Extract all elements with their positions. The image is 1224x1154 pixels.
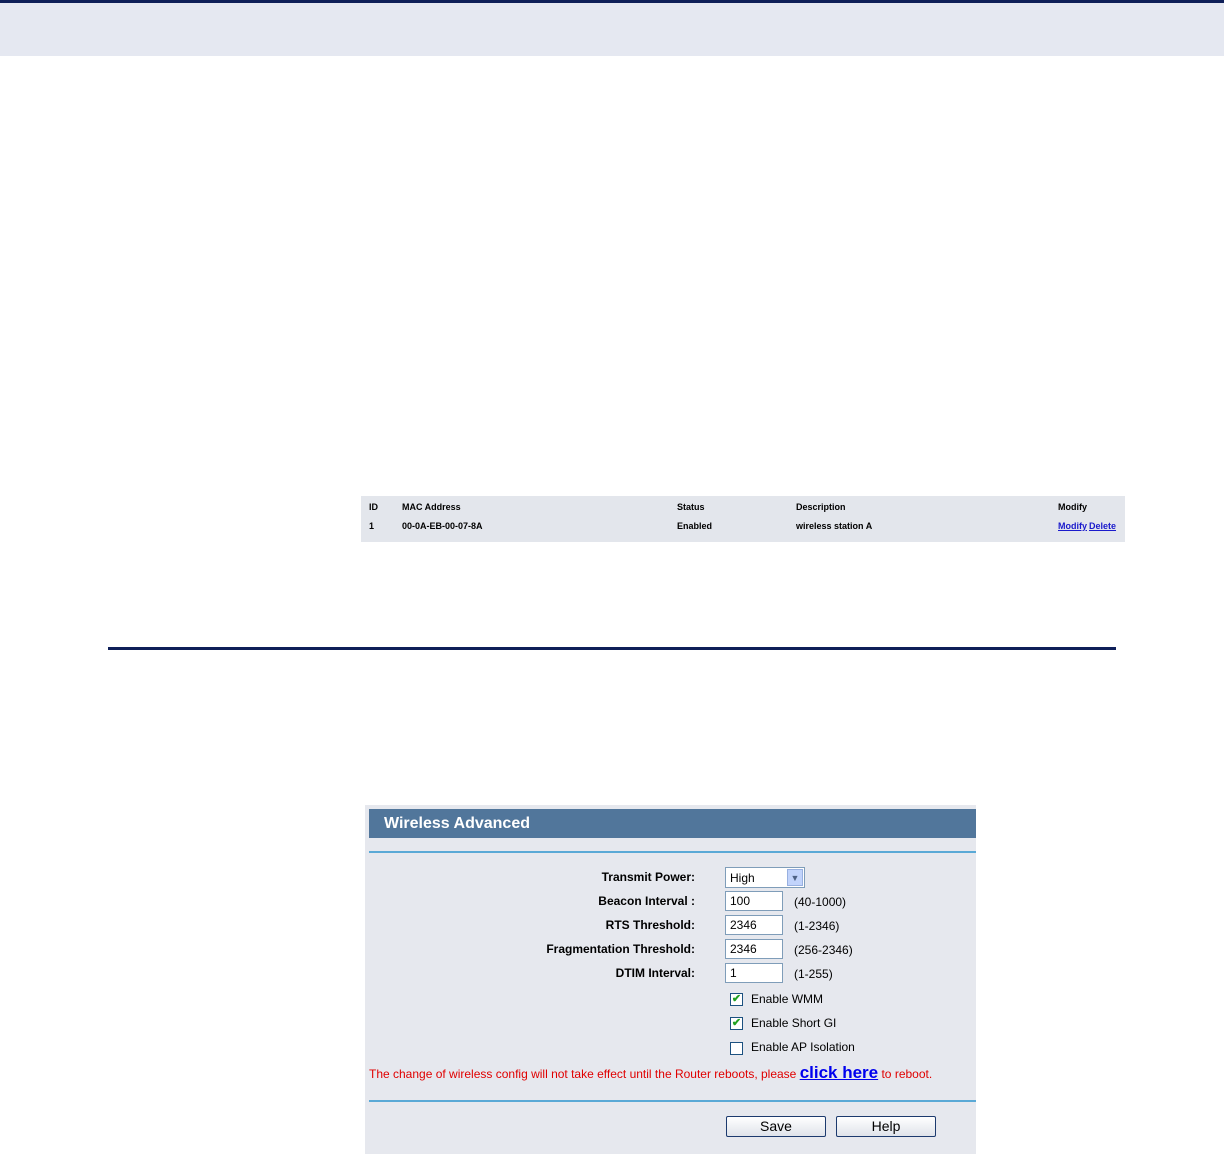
section-divider: [108, 647, 1116, 650]
column-header-modify: Modify: [1058, 502, 1087, 512]
beacon-interval-input[interactable]: [725, 891, 783, 911]
bottom-separator: [369, 1100, 976, 1102]
enable-wmm-label: Enable WMM: [751, 992, 824, 1006]
row-description: wireless station A: [796, 521, 873, 531]
rts-threshold-input[interactable]: [725, 915, 783, 935]
dtim-interval-label: DTIM Interval:: [615, 966, 695, 980]
column-header-description: Description: [796, 502, 846, 512]
row-mac-address: 00-0A-EB-00-07-8A: [402, 521, 483, 531]
chevron-down-icon[interactable]: ▼: [787, 869, 803, 886]
row-status: Enabled: [677, 521, 713, 531]
enable-ap-isolation-checkbox[interactable]: [730, 1042, 743, 1055]
fragmentation-threshold-range: (256-2346): [794, 943, 853, 957]
delete-link[interactable]: Delete: [1089, 521, 1117, 531]
rts-threshold-range: (1-2346): [794, 919, 840, 933]
reboot-notice: [369, 1063, 932, 1083]
enable-ap-isolation-label: Enable AP Isolation: [751, 1040, 855, 1054]
beacon-interval-range: (40-1000): [794, 895, 847, 909]
fragmentation-threshold-label: Fragmentation Threshold:: [546, 942, 695, 956]
mac-filter-table: [361, 496, 1125, 542]
row-id: 1: [369, 521, 375, 531]
wireless-advanced-panel: [365, 805, 976, 1154]
help-button[interactable]: Help: [836, 1116, 936, 1137]
click-here-link[interactable]: click here: [799, 1063, 879, 1082]
column-header-mac: MAC Address: [402, 502, 461, 512]
column-header-status: Status: [677, 502, 705, 512]
reboot-notice-text: The change of wireless config will not take effect until the Router reboots, please: [369, 1067, 800, 1081]
transmit-power-select[interactable]: [725, 867, 805, 888]
beacon-interval-label: Beacon Interval :: [598, 894, 695, 908]
top-separator: [369, 851, 976, 853]
panel-title: Wireless Advanced: [369, 809, 976, 838]
enable-short-gi-label: Enable Short GI: [751, 1016, 837, 1030]
page-header-bar: [0, 0, 1224, 56]
modify-link[interactable]: Modify: [1058, 521, 1087, 531]
rts-threshold-label: RTS Threshold:: [605, 918, 695, 932]
enable-short-gi-checkbox[interactable]: ✔: [731, 1017, 742, 1029]
fragmentation-threshold-input[interactable]: [725, 939, 783, 959]
transmit-power-label: Transmit Power:: [601, 870, 695, 884]
column-header-id: ID: [369, 502, 378, 512]
transmit-power-value: High: [730, 871, 755, 885]
save-button[interactable]: Save: [726, 1116, 826, 1137]
reboot-notice-suffix: to reboot.: [878, 1067, 933, 1081]
enable-wmm-checkbox[interactable]: ✔: [731, 993, 742, 1005]
dtim-interval-range: (1-255): [794, 967, 833, 981]
dtim-interval-input[interactable]: [725, 963, 783, 983]
